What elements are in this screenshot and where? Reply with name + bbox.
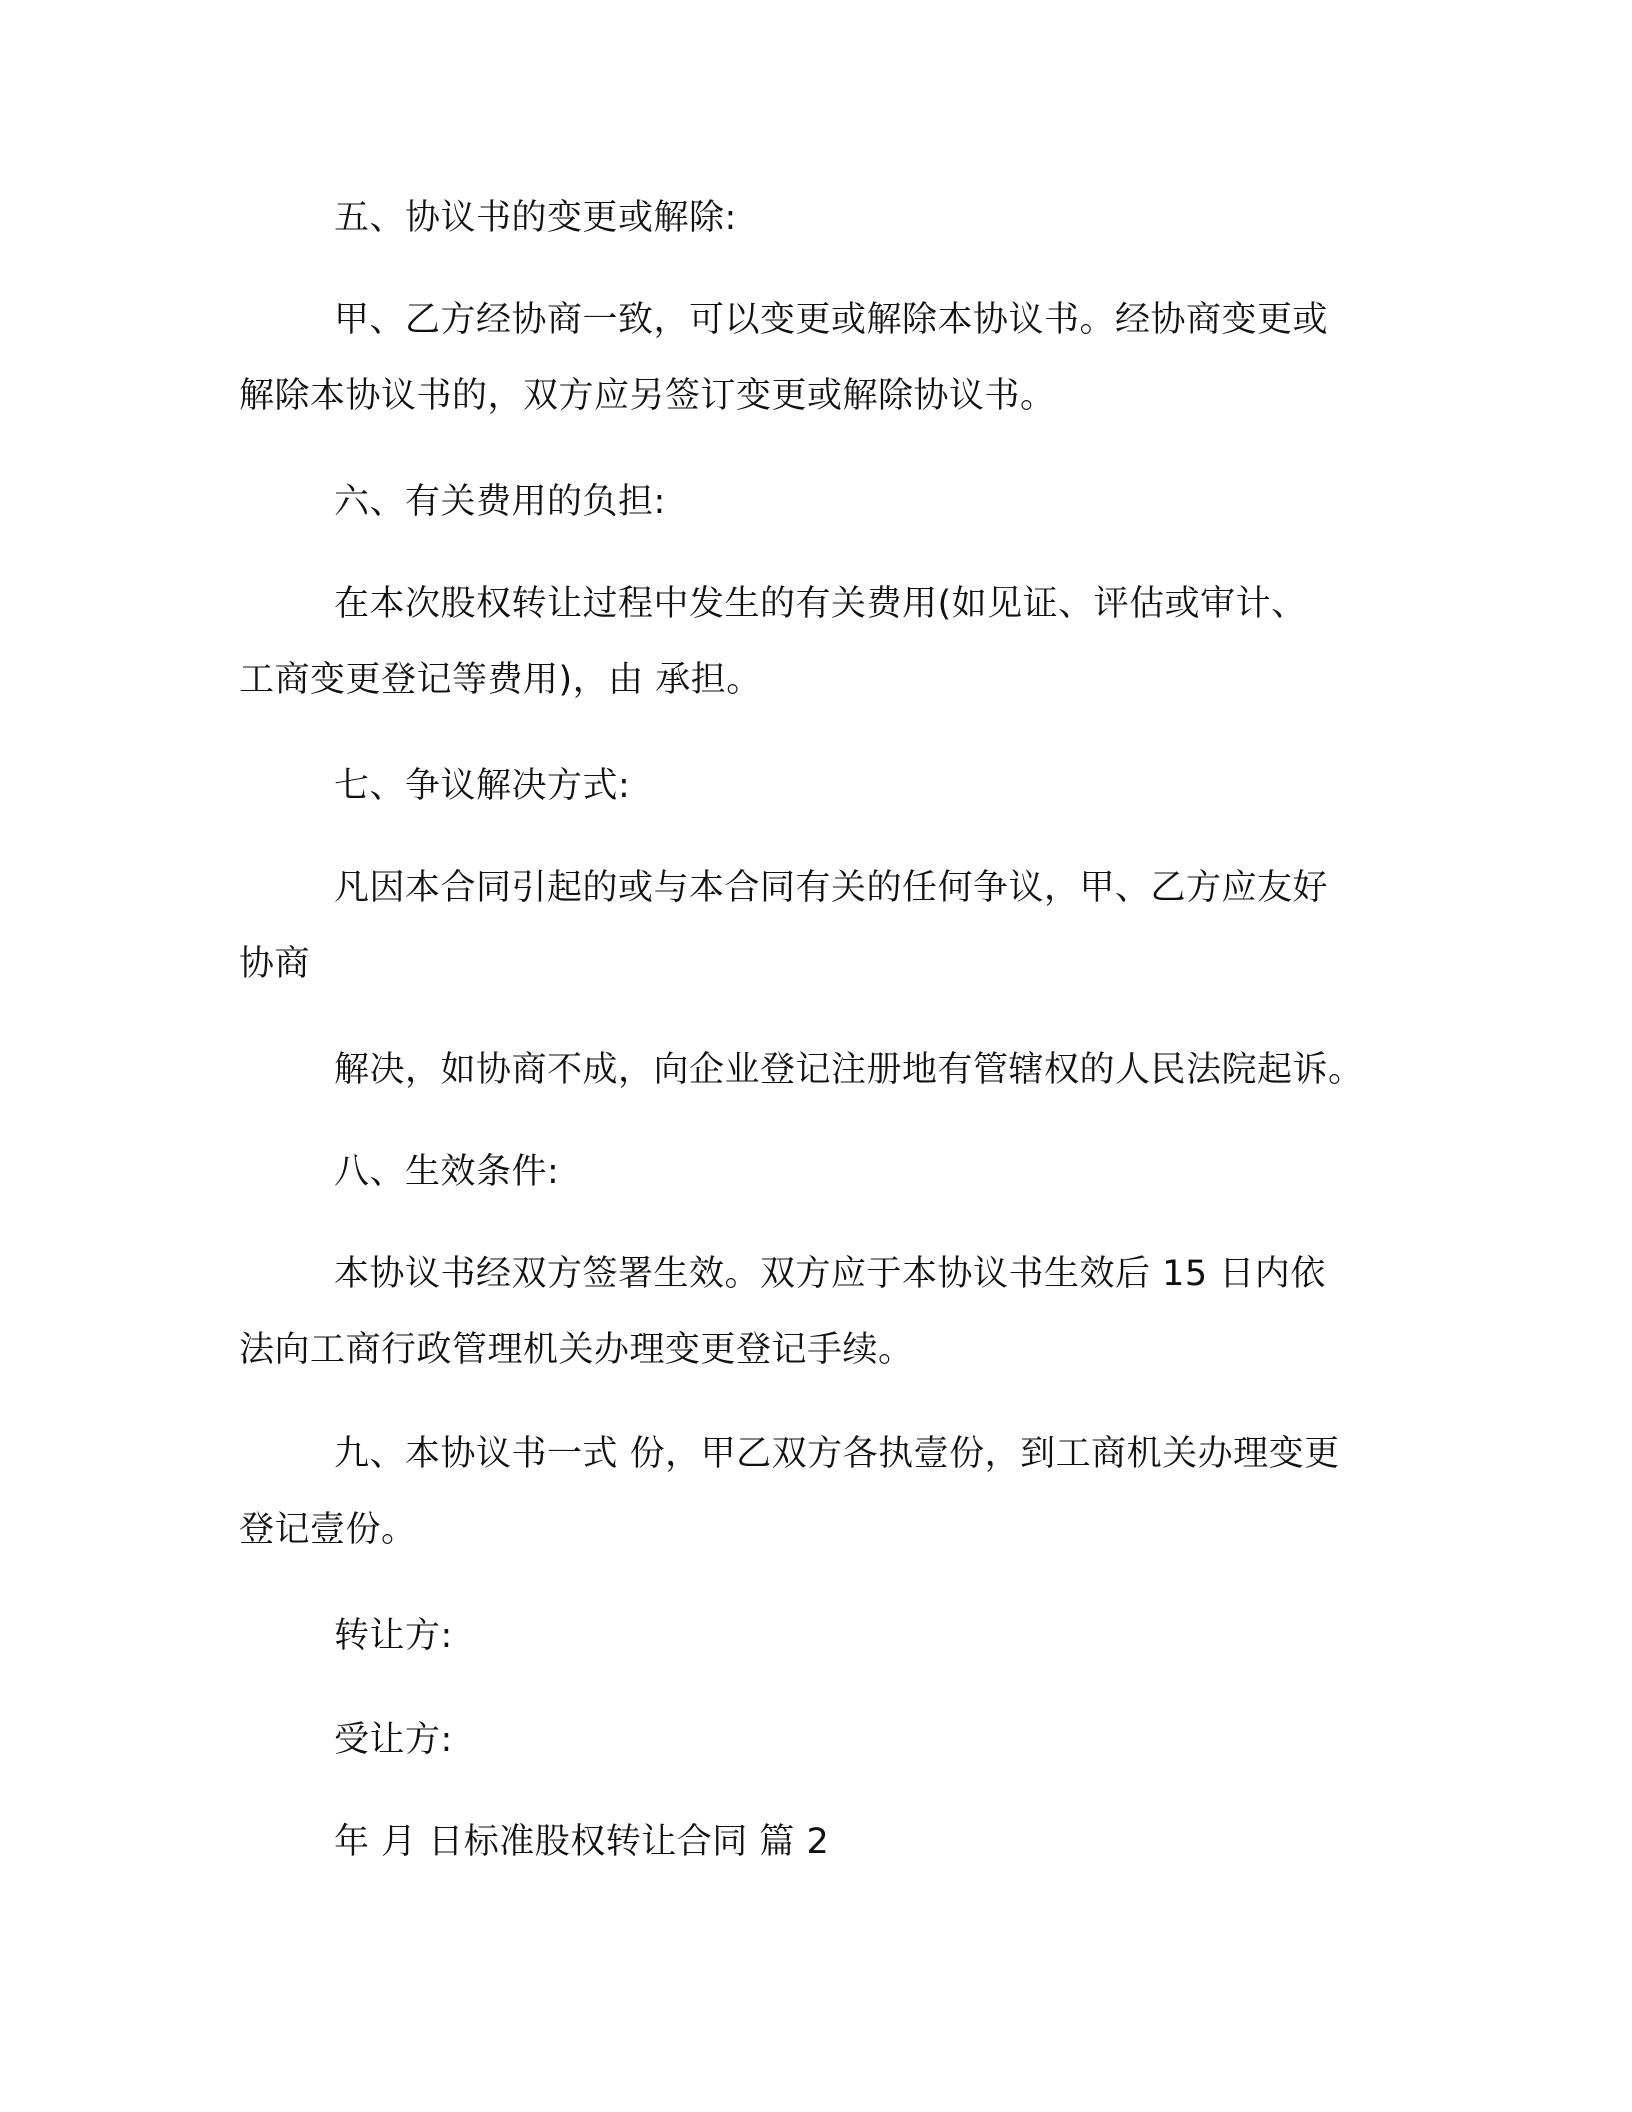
section-6-heading: 六、有关费用的负担: bbox=[334, 482, 666, 522]
section-6-text-line-1: 在本次股权转让过程中发生的有关费用(如见证、评估或审计、 bbox=[334, 584, 1307, 624]
date-and-next-title: 年 月 日标准股权转让合同 篇 2 bbox=[334, 1822, 830, 1862]
section-5-text-line-2: 解除本协议书的，双方应另签订变更或解除协议书。 bbox=[239, 376, 1056, 416]
section-7-text-line-2: 协商 bbox=[239, 944, 311, 984]
section-5-heading: 五、协议书的变更或解除: bbox=[334, 198, 737, 238]
section-8-heading: 八、生效条件: bbox=[334, 1152, 560, 1192]
section-8-text-line-2: 法向工商行政管理机关办理变更登记手续。 bbox=[239, 1330, 914, 1370]
section-7-text-line-3: 解决，如协商不成，向企业登记注册地有管辖权的人民法院起诉。 bbox=[334, 1050, 1364, 1090]
section-6-text-line-2: 工商变更登记等费用)，由 承担。 bbox=[239, 660, 762, 700]
transferee-label: 受让方: bbox=[334, 1720, 453, 1760]
section-7-heading: 七、争议解决方式: bbox=[334, 766, 631, 806]
section-8-text-line-1: 本协议书经双方签署生效。双方应于本协议书生效后 15 日内依 bbox=[334, 1254, 1326, 1294]
section-5-text-line-1: 甲、乙方经协商一致，可以变更或解除本协议书。经协商变更或 bbox=[334, 300, 1329, 340]
section-9-text-line-2: 登记壹份。 bbox=[239, 1510, 417, 1550]
section-9-text-line-1: 九、本协议书一式 份，甲乙双方各执壹份，到工商机关办理变更 bbox=[334, 1434, 1340, 1474]
section-7-text-line-1: 凡因本合同引起的或与本合同有关的任何争议，甲、乙方应友好 bbox=[334, 868, 1329, 908]
transferor-label: 转让方: bbox=[334, 1616, 453, 1656]
